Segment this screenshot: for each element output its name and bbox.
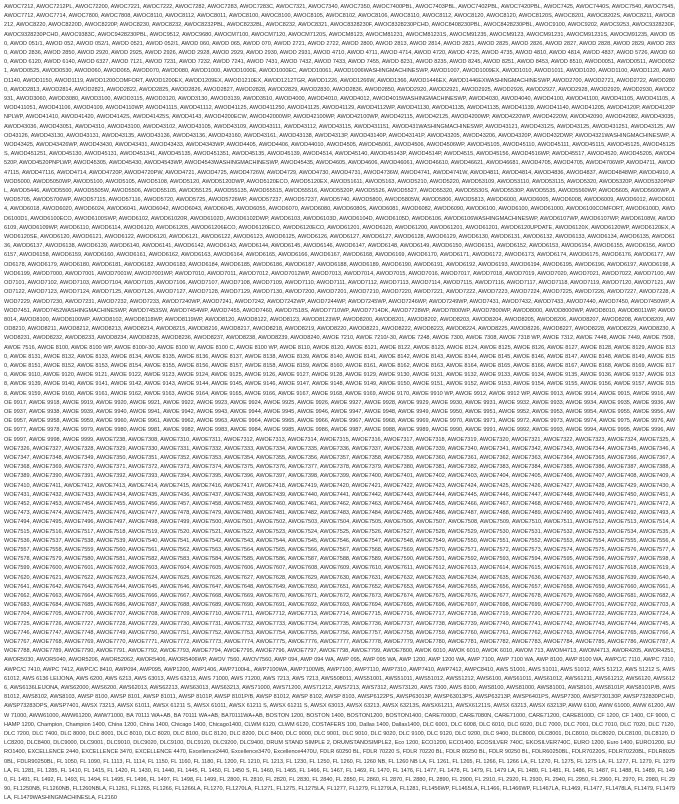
document-page [4, 3, 676, 802]
model-list-text: AWOC7212, AWOC7212PL, AWOC72200, AWOC7221, AWOC7222, AWOC7282, AWOC7283, AWOC7283C, AWOC7321, AWOC7340, AWOC7350, AWOC7400PBL, AWOC7403PBL, AWOC7402PBL, AWOC7420PBL, AWOC7425, AWOC7440S, AWOC7540, AWOC7545, AWOC7712, AWOC7714, AWOC7800, AWOC7808, AWOC8110, AWOC8112, AWOC8011, AWOC8100, AWOC8100, AWOC8105, AWOC8102, AWOC8106, AWOC8110, AWOC8112, AWOC8120, AWOC8120, AWOC8120S, AWOC8201, AWOC8202S, AWOC8211, AWOC8212, AWOC8220, AWOC8220D, AWOC8220P, AWOC8230, AWOC8232, AWOC8232PBL, AWOC8232BL, AWOC8232, AWOC8321, AWOC8328230F, AWOC8328230PCHD, AWOC8408230PBL, AWOC8428230PBL, AWOC9100, AWOC9202, AWOC9253, AWOC9328230F, AWOC9328230PCHD, AWOC9383C, AWOC9428230PBL, AWOC9512, AWOC9680, AWOCM7100, AWOCM7120, AWOCM7120S, AWOCM8123, AWOCM81231, AWOCM81231S, AWOCM91235, AWOCM9123, AWOCM91231, AWOCM91231S, AWOCM91235, AWOD 050, AWOD 051/1, AWOD 052, AWOD 052/1, AWOD 0521, AWOD 052/1, AWOD 060, AWOD 065, AWOD 070, AWOD 2721, AWOD 2722, AWOD 2800, AWOD 2813, AWOD 2814, AWOD 2821, AWOD 2825, AWOD 2826, AWOD 2827, AWOD 2828, AWOD 2829, AWOD 2830, AWOD 2836, AWOD 2850, AWOD 2920, AWOD 2925, AWOD 2926, AWOD 2928, AWOD 2929, AWOD 2930, AWOD 2931, AWOD 4710, AWOD 4711, AWOD 4714, AWOD 4720, AWOD 4725, AWOD 4735, AWOD 4810, AWOD 4814, AWOD 4837, AWOD 5726, AWOD 600, AWOD 6120, AWOD 6140, AWOD 6327, AWOD 7121, AWOD 7231, AWOD 7232, AWOD 7241, AWOD 7431, AWOD 7432, AWOD 7433, AWOD 7455, AWOD 8231, AWOD 8235, AWOD 8245, AWOD 8251, AWOD 8453, AWOD 8510, AWOD0051, AWOD0511, AWOD0521, AWOD0525, AWOD0530, AWOD060, AWOD065, AWOD070, AWOD080, AWOD1000, AWOD1000E, AWOD1000EC, AWOD10061, AWOD1006WASHINGMACHINESWP, AWOD1007, AWOD1009EX, AWOD1010, AWOD1011, AWOD1020, AWOD1100, AWOD1120, AWOD1140, AWOD1150, AWOD1119, AWOD1200COMFORT, AWOD1200EX, AWOD1209EX, AWOD1210EX, AWOD1212TGR, AWOD1226, AWOD1266W, AWOD1366, AWOD1446EX, AWOD1446EXWASHINGMACHINESWP, AWOD2700, AWOD2721, AWOD2722, AWOD2800, AWOD2813, AWOD2814, AWOD2821, AWOD2822, AWOD2825, AWOD2826, AWOD2827, AWOD2828, AWOD2829, AWOD2830, AWOD2836, AWOD2850, AWOD2920, AWOD2921, AWOD2925, AWOD2926, AWOD2927, AWOD2928, AWOD2929, AWOD2930, AWOD2931, AWOD3060, AWOD3080, AWOD3100, AWOD3115, AWOD3120, AWOD3130, AWOD3139, AWOD3510, AWOD4000, AWOD4010, AWOD4012, AWOD4015WASHINGMACHINESWP, AWOD4030, AWOD4040, AWOD4100, AWOD41100, AWOD41105, AWOD41105, AWOD411051, AWOD41106, AWOD4109, AWOD4110WP, AWOD41115, AWOD41112, AWOD41125, AWOD411250, AWOD41125, AWOD41129, AWOD4112WP, AWOD41130, AWOD41135, AWOD41135, AWOD41139, AWOD41140, AWOD41205, AWOD4120P, AWOD4120PNPLWP, AWOD41410, AWOD41420, AWOD4142S, AWOD41425S, AWOD4143, AWOD4200ECW, AWOD42000WP, AWOD42100WP, AWOD42100WP, AWOD42115, AWOD42125, AWOD4200WP, AWOD4220WP, AWOD4220W, AWOD42090, AWOD42082, AWOD43035, AWOD43036, AWOD43051, AWOD4310, AWOD43100, AWOD43102, AWOD43105, AWOD43109, AWOD43111, AWOD43112, AWOD43115, AWOD431151, AWOD431WASHINGMACHINESWP, AWOD43121, AWOD4312S, AWOD43125, AWOD431251, AWOD43125, AWOD43126, AWOD43130, AWOD43131, AWOD43135, AWOD43136, AWOD43136, AWOD43160, AWOD43161, AWOD43138, AWOD4313P, AWOD43140P, AWOD43141P, AWOD43205, AWOD43206, AWOD4320P, AWOD432DWP, AWOD4321WASHINGMACHINESWP, AWOD43425, AWOD43426WP, AWOD43430, AWOD43431, AWOD43433, AWOD4343WP, AWOD4405, AWOD4406, AWOD44010, AWOD4505, AWOD45061, AWOD4506, AWOD4506WP, AWOD45105, AWOD45110, AWOD45111, AWOD45115, AWOD45125, AWOD45125S, AWOD451251, AWOD45130, AWOD45131, AWOD451341, AWOD45135, AWOD451351, AWOD45135, AWOD45139, AWOD4514, AWOD45140, AWOD45143P, AWOD4514P, AWOD4515, AWOD45156, AWOD4516WP, AWOD45517, AWOD4520, AWOD45205, AWOD4520P, AWOD4520PNPLWP, AWOD45305, AWOD45430, AWOD4543WP, AWOD4543WASHINGMACHINESWP, AWOD45435, AWOD4605, AWOD4606, AWOD46061, AWOD46610, AWOD46621, AWOD46681, AWOD4705, AWOD4705, AWOD4706WP, AWOD4711, AWOD47115, AWOD47116, AWOD4714, AWOD4720P, AWOD4720PW, AWOD4721, AWOD4725, AWOD4726W, AWOD4729, AWOD4730, AWOD4731, AWOD4736W, AWOD4741, AWOD4741W, AWOD4811, AWOD4814, AWOD4836, AWOD4837, AWOD4848WP, AWOD4910, AWOD5000, AWOD5050WP, AWOD5100, AWOD5105, AWOD5108, AWOD5120, AWOD5120DWP, AWOD5120ECO, AWOD5120EX, AWOD51611, AWOD5163, AWOD5210, AWOD5220, AWOD53109, AWOD53110, AWOD53115, AWOD5320, AWOD5320P, AWOD5320PNPL, AWOD5446, AWOD5500, AWOD5505W, AWOD5506, AWOD55105, AWOD55125, AWOD55135, AWOD55515, AWOD55516, AWOD5520P, AWOD5526, AWOD5527, AWOD55320, AWOD5530S, AWOD5530P, AWOD5535, AWOD5560WP, AWOD5605, AWOD5606WP, AWOD5705, AWOD5706WP, AWOD57115, AWOD57116, AWOD5720, AWOD5725, AWOD5726WP, AWOD57237, AWOD57237, AWOD5740, AWOD5800, AWOD5805W, AWOD5806, AWOD5813, AWOD6000, AWOD6005, AWOD6008, AWOD6009, AWOD6012, AWOD6014, AWOD6018, AWOD6020, AWOD6024, AWOD6041, AWOD6042, AWOD6043, AWOD6045, AWOD6055, AWOD6070, AWOD6080, AWOD6080S, AWOD6081, AWOD6082, AWOD6090, AWOD6100, AWOD6100, AWOD61000, AWOD6100COMFORT, AWOD6100D, AWOD6100D1, AWOD6100ECO, AWOD6100SWP, AWOD6102, AWOD61020R, AWOD6102D, AWOD6102DWP, AWOD6103, AWOD6103D, AWOD6104D, AWOD6105D, AWOD6106, AWOD6106WASHINGMACHINESWP, AWOD6107WP, AWOD6107WP, AWOD6108W, AWOD6109, AWOD6109WP, AWOD6110, AWOD6114, AWOD6120, AWOD61205, AWOD61206ECO, AWOD6120ECO, AWOD6120ECO, AWOD61201, AWOD6120, AWOD61200, AWOD61201, AWOD61201, AWOD6120UPDATE, AWOD6120X, AWOD6120WP, AWOD6120EX, AWOD6120SE, AWOD6120, AWOD6121, AWOD6122, AWOD6120, AWOD6121, AWOD6122, AWOD6123, AWOD6125, AWOD6126, AWOD6127, AWOD6127, AWOD6128, AWOD6129, AWOD6130, AWOD6131, AWOD6132, AWOD6133, AWOD6134, AWOD6135, AWOD6136, AWOD6137, AWOD6138, AWOD6139, AWOD6140, AWOD6141, AWOD6142, AWOD6143, AWOD6144, AWOD6145, AWOD6146, AWOD6147, AWOD6148, AWOD6149, AWOD6150, AWOD6151, AWOD6152, AWOD6153, AWOD6154, AWOD6155, AWOD6156, AWOD6157, AWOD6158, AWOD6159, AWOD6160, AWOD6161, AWOD6162, AWOD6163, AWOD6164, AWOD6165, AWOD6166, AWOD6167, AWOD6168, AWOD6169, AWOD6170, AWOD6171, AWOD6172, AWOD6173, AWOD6174, AWOD6175, AWOD6176, AWOD6177, AWOD6178, AWOD6179, AWOD6180, AWOD6181, AWOD6182, AWOD6183, AWOD6184, AWOD6185, AWOD6186, AWOD6187, AWOD6188, AWOD6189, AWOD6190, AWOD6191, AWOD6192, AWOD6193, AWOD6194, AWOD6195, AWOD6196, AWOD6197, AWOD6198, AWOD6199, AWOD7000, AWOD7001, AWOD7001W, AWOD7001WP, AWOD7010, AWOD7011, AWOD7012, AWOD7012WP, AWOD7013, AWOD7014, AWOD7015, AWOD7016, AWOD7017, AWOD7018, AWOD7019, AWOD7020, AWOD7021, AWOD7022, AWOD7100, AWOD7101, AWOD7102, AWOD7103, AWOD7104, AWOD7105, AWOD7106, AWOD7107, AWOD7108, AWOD7109, AWOD7110, AWOD7111, AWOD7112, AWOD7113, AWOD7114, AWOD7115, AWOD7116, AWOD7117, AWOD7118, AWOD7119, AWOD7120, AWOD7121, AWOD7122, AWOD7123, AWOD7124, AWOD7125, AWOD7126, AWOD7127, AWOD7128, AWOD7129, AWOD7130, AWOD7200, AWOD7201, AWOD7210, AWOD7220, AWOD7221, AWOD7222, AWOD7223, AWOD7224, AWOD7225, AWOD7226, AWOD7227, AWOD7228, AWOD7229, AWOD7230, AWOD7231, AWOD7232, AWOD7233, AWOD7240WP, AWOD7241, AWOD7242, AWOD7242WP, AWOD7244WP, AWOD7245WP, AWOD7246WP, AWOD7249WP, AWOD7431, AWOD7432, AWOD7433, AWOD7440, AWOD7450, AWOD7450WP, AWOD7451, AWOD7452WASHINGMACHINESWP, AWOD7453SW, AWOD7454WP, AWOD7455, AWOD7460, AWOD7518S, AWOD7710WP, AWOD7714DK, AWOD7728WP, AWOD7800WP, AWOD7800WP, AWOD8000, AWOD8000WP, AWOD8010, AWOD8011WP, AWOD8014, AWOD8100, AWOD8100WP, AWOD8102, AWOD8118WP, AWOD8119WP, AWOD8120, AWOD8122, AWOD8123, AWOD8123WP, AWOD8200, AWOD8201, AWOD8202, AWOD8203, AWOD8204, AWOD8205, AWOD8206, AWOD8207, AWOD8208, AWOD8209, AWOD8210, AWOD8211, AWOD8212, AWOD8213, AWOD8214, AWOD8215, AWOD8216, AWOD8217, AWOD8218, AWOD8219, AWOD8220, AWOD8221, AWOD8222, AWOD8223, AWOD8224, AWOD8225, AWOD8226, AWOD8227, AWOD8228, AWOD8229, AWOD8230, AWOD8231, AWOD8232, AWOD8233, AWOD8234, AWOD8235, AWOD8236, AWOD8237, AWOD8238, AWOD8239, AWOD8240, AWOE 7210, AWOE 7210/-30, AWOE 7248, AWOE 7300, AWOE 7308, AWOE 7318 WP, AWOE 7312, AWOE 7448, AWOE 7449, AWOE 7508, AWOE 7516, AWOE 8100, AWOE 8100 WP, AWOE 8100/-30, AWOE 8100 W, AWOE 8100 C, AWOE 8100 WP, AWOE 8110, AWOE 8120, AWOE 8121, AWOE 8122, AWOE 8123, AWOE 8124, AWOE 8125, AWOE 8126, AWOE 8127, AWOE 8128, AWOE 8129, AWOE 8130, AWOE 8131, AWOE 8132, AWOE 8133, AWOE 8134, AWOE 8135, AWOE 8136, AWOE 8137, AWOE 8138, AWOE 8139, AWOE 8140, AWOE 8141, AWOE 8142, AWOE 8143, AWOE 8144, AWOE 8145, AWOE 8146, AWOE 8147, AWOE 8148, AWOE 8149, AWOE 8150, AWOE 8151, AWOE 8152, AWOE 8153, AWOE 8154, AWOE 8155, AWOE 8156, AWOE 8157, AWOE 8158, AWOE 8159, AWOE 8160, AWOE 8161, AWOE 8162, AWOE 8163, AWOE 8164, AWOE 8165, AWOE 8166, AWOE 8167, AWOE 8168, AWOE 8169, AWOE 8170, AWOE 9110, AWOE 9120, AWOE 9121, AWOE 9122, AWOE 9123, AWOE 9124, AWOE 9125, AWOE 9126, AWOE 9127, AWOE 9128, AWOE 9129, AWOE 9130, AWOE 9131, AWOE 9132, AWOE 9133, AWOE 9134, AWOE 9135, AWOE 9136, AWOE 9137, AWOE 9138, AWOE 9139, AWOE 9140, AWOE 9141, AWOE 9142, AWOE 9143, AWOE 9144, AWOE 9145, AWOE 9146, AWOE 9147, AWOE 9148, AWOE 9149, AWOE 9150, AWOE 9151, AWOE 9152, AWOE 9153, AWOE 9154, AWOE 9155, AWOE 9156, AWOE 9157, AWOE 9158, AWOE 9159, AWOE 9160, AWOE 9161, AWOE 9162, AWOE 9163, AWOE 9164, AWOE 9165, AWOE 9166, AWOE 9167, AWOE 9168, AWOE 9169, AWOE 9170, AWOE 9910 WP, AWOE 9912, AWOE 9912 WP, AWOE 9913, AWOE 9914, AWOE 9915, AWOE 9916, AWOE 9917, AWOE 9918, AWOE 9919, AWOE 9920, AWOE 9921, AWOE 9922, AWOE 9923, AWOE 9924, AWOE 9925, AWOE 9926, AWOE 9927, AWOE 9928, AWOE 9929, AWOE 9930, AWOE 9931, AWOE 9932, AWOE 9933, AWOE 9934, AWOE 9935, AWOE 9936, AWOE 9937, AWOE 9938, AWOE 9939, AWOE 9940, AWOE 9941, AWOE 9942, AWOE 9943, AWOE 9944, AWOE 9945, AWOE 9946, AWOE 9947, AWOE 9948, AWOE 9949, AWOE 9950, AWOE 9951, AWOE 9952, AWOE 9953, AWOE 9954, AWOE 9955, AWOE 9956, AWOE 9957, AWOE 9958, AWOE 9959, AWOE 9960, AWOE 9961, AWOE 9962, AWOE 9963, AWOE 9964, AWOE 9965, AWOE 9966, AWOE 9967, AWOE 9968, AWOE 9969, AWOE 9970, AWOE 9971, AWOE 9972, AWOE 9973, AWOE 9974, AWOE 9975, AWOE 9976, AWOE 9977, AWOE 9978, AWOE 9979, AWOE 9980, AWOE 9981, AWOE 9982, AWOE 9983, AWOE 9984, AWOE 9985, AWOE 9986, AWOE 9987, AWOE 9988, AWOE 9989, AWOE 9990, AWOE 9991, AWOE 9992, AWOE 9993, AWOE 9994, AWOE 9995, AWOE 9996, AWOE 9997, AWOE 9998, AWOE 9999, AWOE7238, AWOE7308, AWOE7310, AWOE7311, AWOE7312, AWOE7313, AWOE7314, AWOE7315, AWOE7316, AWOE7317, AWOE7318, AWOE7319, AWOE7320, AWOE7321, AWOE7322, AWOE7323, AWOE7324, AWOE7325, AWOE7326, AWOE7327, AWOE7328, AWOE7329, AWOE7330, AWOE7331, AWOE7332, AWOE7333, AWOE7334, AWOE7335, AWOE7336, AWOE7337, AWOE7338, AWOE7339, AWOE7340, AWOE7341, AWOE7342, AWOE7343, AWOE7344, AWOE7345, AWOE7346, AWOE7347, AWOE7348, AWOE7349, AWOE7350, AWOE7351, AWOE7352, AWOE7353, AWOE7354, AWOE7355, AWOE7356, AWOE7357, AWOE7358, AWOE7359, AWOE7360, AWOE7361, AWOE7362, AWOE7363, AWOE7364, AWOE7365, AWOE7366, AWOE7367, AWOE7368, AWOE7369, AWOE7370, AWOE7371, AWOE7372, AWOE7373, AWOE7374, AWOE7375, AWOE7376, AWOE7377, AWOE7378, AWOE7379, AWOE7380, AWOE7381, AWOE7382, AWOE7383, AWOE7384, AWOE7385, AWOE7386, AWOE7387, AWOE7388, AWOE7389, AWOE7390, AWOE7391, AWOE7392, AWOE7393, AWOE7394, AWOE7395, AWOE7396, AWOE7397, AWOE7398, AWOE7399, AWOE7400, AWOE7401, AWOE7402, AWOE7403, AWOE7404, AWOE7405, AWOE7406, AWOE7407, AWOE7408, AWOE7409, AWOE7410, AWOE7411, AWOE7412, AWOE7413, AWOE7414, AWOE7415, AWOE7416, AWOE7417, AWOE7418, AWOE7419, AWOE7420, AWOE7421, AWOE7422, AWOE7423, AWOE7424, AWOE7425, AWOE7426, AWOE7427, AWOE7428, AWOE7429, AWOE7430, AWOE7431, AWOE7432, AWOE7433, AWOE7434, AWOE7435, AWOE7436, AWOE7437, AWOE7438, AWOE7439, AWOE7440, AWOE7441, AWOE7442, AWOE7443, AWOE7444, AWOE7445, AWOE7446, AWOE7447, AWOE7448, AWOE7449, AWOE7450, AWOE7451, AWOE7452, AWOE7453, AWOE7454, AWOE7455, AWOE7456, AWOE7457, AWOE7458, AWOE7459, AWOE7460, AWOE7461, AWOE7462, AWOE7463, AWOE7464, AWOE7465, AWOE7466, AWOE7467, AWOE7468, AWOE7469, AWOE7470, AWOE7471, AWOE7472, AWOE7473, AWOE7474, AWOE7475, AWOE7476, AWOE7477, AWOE7478, AWOE7479, AWOE7480, AWOE7481, AWOE7482, AWOE7483, AWOE7484, AWOE7485, AWOE7486, AWOE7487, AWOE7488, AWOE7489, AWOE7490, AWOE7491, AWOE7492, AWOE7493, AWOE7494, AWOE7495, AWOE7496, AWOE7497, AWOE7498, AWOE7499, AWOE7500, AWOE7501, AWOE7502, AWOE7503, AWOE7504, AWOE7505, AWOE7506, AWOE7507, AWOE7508, AWOE7509, AWOE7510, AWOE7511, AWOE7512, AWOE7513, AWOE7514, AWOE7515, AWOE7516, AWOE7517, AWOE7518, AWOE7519, AWOE7520, AWOE7521, AWOE7522, AWOE7523, AWOE7524, AWOE7525, AWOE7526, AWOE7527, AWOE7528, AWOE7529, AWOE7530, AWOE7531, AWOE7532, AWOE7533, AWOE7534, AWOE7535, AWOE7536, AWOE7537, AWOE7538, AWOE7539, AWOE7540, AWOE7541, AWOE7542, AWOE7543, AWOE7544, AWOE7545, AWOE7546, AWOE7547, AWOE7548, AWOE7549, AWOE7550, AWOE7551, AWOE7552, AWOE7553, AWOE7554, AWOE7555, AWOE7556, AWOE7557, AWOE7558, AWOE7559, AWOE7560, AWOE7561, AWOE7562, AWOE7563, AWOE7564, AWOE7565, AWOE7566, AWOE7567, AWOE7568, AWOE7569, AWOE7570, AWOE7571, AWOE7572, AWOE7573, AWOE7574, AWOE7575, AWOE7576, AWOE7577, AWOE7578, AWOE7579, AWOE7580, AWOE7581, AWOE7582, AWOE7583, AWOE7584, AWOE7585, AWOE7586, AWOE7587, AWOE7588, AWOE7589, AWOE7590, AWOE7591, AWOE7592, AWOE7593, AWOE7594, AWOE7595, AWOE7596, AWOE7597, AWOE7598, AWOE7599, AWOE7600, AWOE7601, AWOE7602, AWOE7603, AWOE7604, AWOE7605, AWOE7606, AWOE7607, AWOE7608, AWOE7609, AWOE7610, AWOE7611, AWOE7612, AWOE7613, AWOE7614, AWOE7615, AWOE7616, AWOE7617, AWOE7618, AWOE7619, AWOE7620, AWOE7621, AWOE7622, AWOE7623, AWOE7624, AWOE7625, AWOE7626, AWOE7627, AWOE7628, AWOE7629, AWOE7630, AWOE7631, AWOE7632, AWOE7633, AWOE7634, AWOE7635, AWOE7636, AWOE7637, AWOE7638, AWOE7639, AWOE7640, AWOE7641, AWOE7642, AWOE7643, AWOE7644, AWOE7645, AWOE7646, AWOE7647, AWOE7648, AWOE7649, AWOE7650, AWOE7651, AWOE7652, AWOE7653, AWOE7654, AWOE7655, AWOE7656, AWOE7657, AWOE7658, AWOE7659, AWOE7660, AWOE7661, AWOE7662, AWOE7663, AWOE7664, AWOE7665, AWOE7666, AWOE7667, AWOE7668, AWOE7669, AWOE7670, AWOE7671, AWOE7672, AWOE7673, AWOE7674, AWOE7675, AWOE7676, AWOE7677, AWOE7678, AWOE7679, AWOE7680, AWOE7681, AWOE7682, AWOE7683, AWOE7684, AWOE7685, AWOE7686, AWOE7687, AWOE7688, AWOE7689, AWOE7690, AWOE7691, AWOE7692, AWOE7693, AWOE7694, AWOE7695, AWOE7696, AWOE7697, AWOE7698, AWOE7699, AWOE7700, AWOE7701, AWOE7702, AWOE7703, AWOE7704, AWOE7705, AWOE7706, AWOE7707, AWOE7708, AWOE7709, AWOE7710, AWOE7711, AWOE7712, AWOE7713, AWOE7714, AWOE7715, AWOE7716, AWOE7717, AWOE7718, AWOE7719, AWOE7720, AWOE7721, AWOE7722, AWOE7723, AWOE7724, AWOE7725, AWOE7726, AWOE7727, AWOE7728, AWOE7729, AWOE7730, AWOE7731, AWOE7732, AWOE7733, AWOE7734, AWOE7735, AWOE7736, AWOE7737, AWOE7738, AWOE7739, AWOE7740, AWOE7741, AWOE7742, AWOE7743, AWOE7744, AWOE7745, AWOE7746, AWOE7747, AWOE7748, AWOE7749, AWOE7750, AWOE7751, AWOE7752, AWOE7753, AWOE7754, AWOE7755, AWOE7756, AWOE7757, AWOE7758, AWOE7759, AWOE7760, AWOE7761, AWOE7762, AWOE7763, AWOE7764, AWOE7765, AWOE7766, AWOE7767, AWOE7768, AWOE7769, AWOE7770, AWOE7771, AWOE7772, AWOE7773, AWOE7774, AWOE7775, AWOE7776, AWOE7777, AWOE7778, AWOE7779, AWOE7780, AWOE7781, AWOE7782, AWOE7783, AWOE7784, AWOE7785, AWOE7786, AWOE7787, AWOE7788, AWOE7789, AWOE7790, AWOE7791, AWOE7792, AWOE7793, AWOE7794, AWOE7795, AWOE7796, AWOE7797, AWOE7798, AWOE7799, AWOE7800, AWOK 6010, AWOK 6010, AWOK 6010, AWOM 713, AWOM4713, AWOM4713, AWOR4205, AWOR4251, AWOR5030, AWOR5040, AWOR5206, AWOR52062, AWOR5406, AWOR5406WP, AWOV 7560, AWOV7560, AWP 094, AWP 094 WA, AWP 095, AWP 095 WA, AWP 1200, AWP 1200 WA, AWP 7100, AWP 7100 WA, AWP 8100, AWP 8100 WA, AWPC/C 7110, AWPC 7310, AWPC/C 7410, AWPC 7412, AWPC/C 8410, AWP094, AWP095, AWP1200, AWP1406, AWP7100HL, AWP7100WA, AWP7100WB, AWP7100, AWP7110, AWP7310, AWP7410, AWP7412, AWPC8410, AWS 51001, AWS 51011, AWS 51012, AWS 51212, AWS 51212 S, AWS 61012, AWS 6136 LEIJONA, AWS 6200, AWS 6213, AWS 63013, AWS 63213, AWS 71000, AWS 71200, AWS 7213, AWS 7213, AWS508011, AWS51001, AWS51011, AWS51012, AWS51212, AWS6100, AWS61011, AWS61012, AWS61211, AWS61212, AWS6120, AWS6126, AWS6136LEIJONA, AWS62000, AWS6200, AWS62013, AWS62213, AWS63013, AWS63213, AWS71000, AWS71200, AWS71212, AWS7213, AWS7312, AWS73120, AWS 7300, AWS 8100, AWS8100, AWS81000, AWS81001, AWS8101, AWS8101P, AWS8101P/B, AWS81012, AWS8102, AWS8103, AWSP 8100, AWSP 8101, AWSP 81011, AWSP 8101P, AWSP 8101P/B, AWSP 81012, AWSP 8102, AWSP 8103, AWSP6122PS, AWSP63013P, AWSP63013PS, AWSP63213P, AWSP6401PS, AWSP7300, AWSP730130P, AWSP732830PCHD, AWSP73283OPS, AWSP7401, AWSX 73213, AWSX 61011, AWSX 61211 S, AWSX 61011, AWSX 61211 S, AWSX 61211 S, AWSX 63013, AWSX 63213, AWSX 63213S, AWSX61211, AWSX61211S, AWSX 63213, AWSX 63213P, AWW 6100, AWW 61000, AWW 61200, AWW 71000, AWW61000, AWW61200, AWW71000, BA 70111 WA+AB, BA 70111 WA+AB, BA70111WA+AB, BOSTON 1200, BOSTON 1400, BOSTON1200, BOSTON1400, CARE7000D, CARE7080N, CARE71000, CARE71200, CARE8100D, CF 1200, CF 1400, CF 9000, CHAMP 1200, Champion, Champion 1400, China 1200, China 1400, Chicago 1400, Chicago1400, CLWM 6120, CLWM 6120, COSTAFERS 100, Dallas 1400, Dallas1400, DLC 6001, DLC 6008, DLC 6010, DLC 6020, DLC 7000, DLC 7001, DLC 7010, DLC 7020, DLC 7120, DLC 7200, DLC 7400, DLC 8000, DLC 8001, DLC 8010, DLC 8020, DLC 8100, DLC 8120, DLC 8200, DLC 8400, DLC 9000, DLC 9001, DLC 9010, DLC 9020, DLC 9100, DLC 9120, DLC 9200, DLC 9400, DLC8000, DLC8001, DLC8010, DLC8020, DLC8100, DLC8120, DLC8200, DLC8400, DLC9000, DLC9001, DLC9010, DLC9020, DLC9100, DLC9120, DLC9200, DLC9400, DRUM STAND SIMPLE 2, DRUMSTANDSIMPLE2, Eco 1200, ECO1200, ECO1400, ECOSILVER 740C, EKOSILVER740C, EURO 1200, Euro 1400, EURO1200, EURO1400, EXCELLENCE 2440, EXCELLENCE 3470, EXCELLENCE 4470, Excellence2440, Excellence3470, Excellence4470U, FDLR 60250 BL, FDLR 70220 S, FDLR 70220 BL, FDLR 80250 BL, FDLR 90250 BL, FDLR60250BL, FDLR70220S, FDLR70220BL, FDLR80250BL, FDLR90250BL, FL 1050, FL 1090, FL 1113, FL 1114, FL 1150, FL 1160, FL 1180, FL 1200, FL 1210, FL 1213, FL 1230, FL 1250, FL 1260, FL 1260 NB, FL 1260 NB LA, FL 1261, FL 1265, FL 1266, FL 1266 LA, FL 1270, FL 1275, FL 1275 LA, FL 1277, FL 1279, FL 1279 LA, FL 1281, FL 1285, FL 1410, FL 1415, FL 1420, FL 1430, FL 1440, FL 1445, FL 1450, FL 1450 S, FL 1460, FL 1465, FL 1466, FL 1467, FL 1469, FL 1470, FL 1476, FL 1477, FL 1478, FL 1479, FL 1479 LA, FL 1480, FL 1481, FL 1486, FL 1487, FL 1488, FL 1489, FL 1490, FL 1491, FL 1492, FL 1493, FL 1494, FL 1495, FL 1496, FL 1497, FL 1498, FL 1499, FL 2800, FL 2810, FL 2820, FL 2830, FL 2840, FL 2850, FL 2860, FL 2870, FL 2880, FL 2890, FL 2900, FL 2910, FL 2920, FL 2930, FL 2940, FL 2950, FL 2960, FL 2970, FL 2980, FL 2990, FL1250NB, FL1260NB, FL1260NBLA, FL1261, FL1265, FL1266, FL1266LA, FL1270, FL1270LA, FL1271, FL1275, FL1275LA, FL1277, FL1279, FL1279LA, FL1281, FL1456WP, FL1465LA, FL1466, FL1466WP, FL1467LA, FL1469, FL1477, FL1478LA, FL1479, FL1479LA, FL1479WASHINGMACHINESLA, FL2160 [4, 4, 676, 802]
